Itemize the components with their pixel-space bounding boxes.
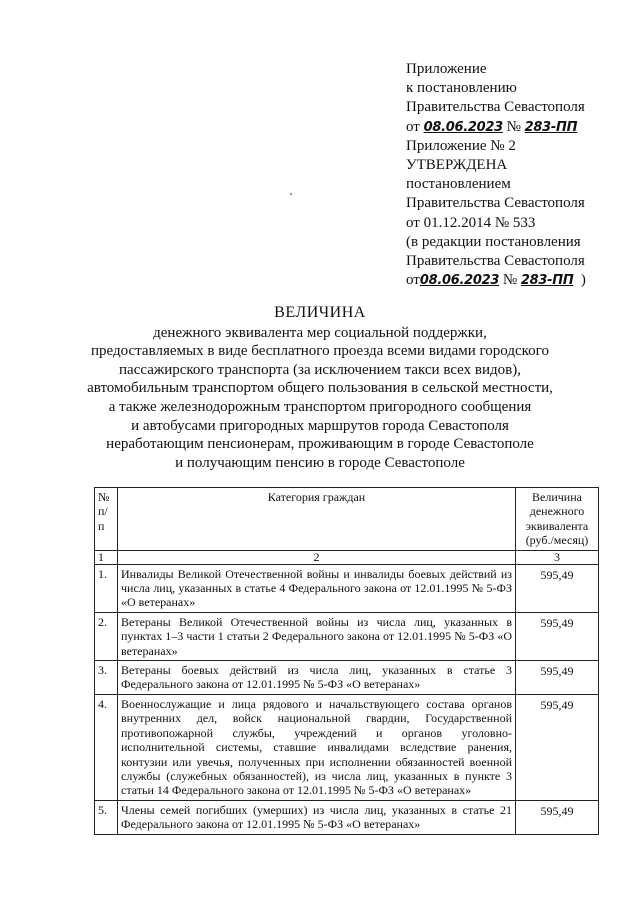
row-category: Военнослужащие и лица рядового и начальствующего состава органов внутренних дел, войск национальной гвардии, Государственной противопожарной службы, учреждений и органов уголовно-исполнительной системы, ставшие инвалидами вследствие ранения, контузии или увечья, полученных при исполнении обязанностей военной службы (служебных обязанностей), из числа лиц, указанных в пункте 3 статьи 14 Федерального закона от 12.01.1995 № 5-ФЗ «О ветеранах» xyxy=(118,694,516,800)
benefits-table xyxy=(94,487,599,835)
closing-paren: ) xyxy=(580,272,586,289)
row-num: 5. xyxy=(95,800,118,834)
handwritten-date: 08.06.2023 xyxy=(423,119,503,135)
title-line: пассажирского транспорта (за исключением такси всех видов), xyxy=(119,361,521,378)
header-amount: Величина денежного эквивалента (руб./месяц) xyxy=(516,488,599,551)
header-line: Правительства Севастополя xyxy=(406,99,585,116)
handwritten-date: 08.06.2023 xyxy=(419,273,500,289)
scan-speck xyxy=(290,193,292,195)
row-amount: 595,49 xyxy=(516,800,599,834)
appendix-header xyxy=(406,60,636,290)
header-num: № п/п xyxy=(95,488,118,551)
row-num: 2. xyxy=(95,612,118,660)
row-num: 4. xyxy=(95,694,118,800)
row-category: Ветераны Великой Отечественной войны из числа лиц, указанных в пунктах 1–3 части 1 статьи 2 Федерального закона от 12.01.1995 № 5-ФЗ «О ветеранах» xyxy=(118,612,516,660)
header-line: Правительства Севастополя xyxy=(406,253,585,270)
header-prefix: от xyxy=(406,118,420,135)
column-number-row xyxy=(95,550,599,564)
header-date-line xyxy=(406,271,636,290)
column-number: 1 xyxy=(95,550,118,564)
row-category: Члены семей погибших (умерших) из числа лиц, указанных в статье 21 Федерального закона от 12.01.1995 № 5-ФЗ «О ветеранах» xyxy=(118,800,516,834)
table-row xyxy=(95,694,599,800)
row-amount: 595,49 xyxy=(516,564,599,612)
row-amount: 595,49 xyxy=(516,694,599,800)
document-title xyxy=(0,304,640,472)
header-line: Приложение xyxy=(406,61,487,77)
table-row xyxy=(95,564,599,612)
row-num: 3. xyxy=(95,661,118,695)
row-category: Ветераны боевых действий из числа лиц, указанных в статье 3 Федерального закона от 12.01.1995 № 5-ФЗ «О ветеранах» xyxy=(118,661,516,695)
handwritten-number: 283-ПП xyxy=(520,273,574,289)
number-sign: № xyxy=(506,118,521,135)
title-line: автомобильным транспортом общего пользования в сельской местности, xyxy=(87,380,553,397)
row-amount: 595,49 xyxy=(516,612,599,660)
handwritten-number: 283-ПП xyxy=(524,119,578,135)
header-line: (в редакции постановления xyxy=(406,233,581,250)
header-prefix: от xyxy=(406,272,420,289)
title-heading: ВЕЛИЧИНА xyxy=(274,304,366,321)
header-line: УТВЕРЖДЕНА xyxy=(406,157,508,174)
table-row xyxy=(95,661,599,695)
row-category: Инвалиды Великой Отечественной войны и инвалиды боевых действий из числа лиц, указанных в статье 4 Федерального закона от 12.01.1995 № 5-ФЗ «О ветеранах» xyxy=(118,564,516,612)
title-line: неработающим пенсионерам, проживающим в городе Севастополе xyxy=(106,436,534,453)
title-line: предоставляемых в виде бесплатного проезда всеми видами городского xyxy=(91,343,549,360)
header-line: постановлением xyxy=(406,176,511,193)
title-line: а также железнодорожным транспортом пригородного сообщения xyxy=(108,398,532,415)
title-line: денежного эквивалента мер социальной поддержки, xyxy=(153,324,487,341)
header-line: Правительства Севастополя xyxy=(406,195,585,212)
row-num: 1. xyxy=(95,564,118,612)
number-sign: № xyxy=(502,272,518,289)
header-line: от 01.12.2014 № 533 xyxy=(406,214,536,231)
row-amount: 595,49 xyxy=(516,661,599,695)
table-header-row xyxy=(95,488,599,551)
title-line: и получающим пенсию в городе Севастополе xyxy=(175,454,465,471)
header-date-line xyxy=(406,118,636,137)
header-category: Категория граждан xyxy=(118,488,516,551)
table-row xyxy=(95,800,599,834)
header-line: к постановлению xyxy=(406,80,517,97)
column-number: 3 xyxy=(516,550,599,564)
column-number: 2 xyxy=(118,550,516,564)
header-line: Приложение № 2 xyxy=(406,137,516,154)
table-row xyxy=(95,612,599,660)
title-line: и автобусами пригородных маршрутов города Севастополя xyxy=(131,417,509,434)
